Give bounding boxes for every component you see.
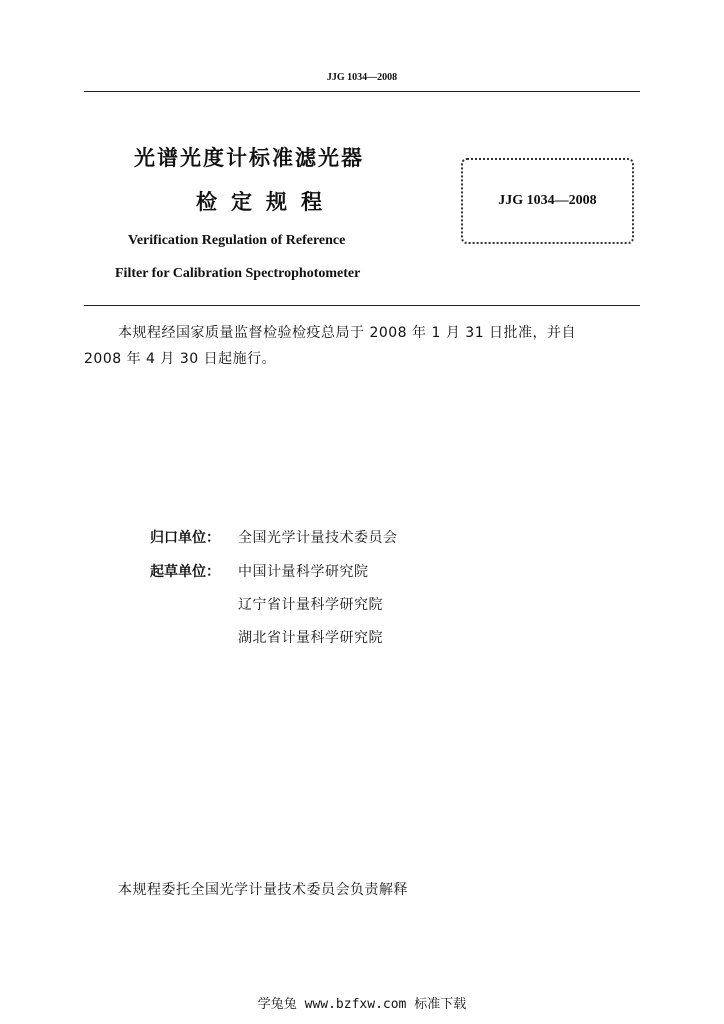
title-chinese-line1: 光谱光度计标准滤光器 [134, 146, 364, 170]
header-rule [84, 91, 640, 92]
watermark-text: 学兔兔 www.bzfxw.com 标准下载 [257, 997, 467, 1012]
responsible-unit-value: 全国光学计量技术委员会 [238, 530, 398, 546]
header-code: JJG 1034—2008 [326, 72, 398, 83]
interpretation-note: 本规程委托全国光学计量技术委员会负责解释 [118, 882, 408, 898]
responsible-unit-label: 归口单位： [150, 530, 220, 546]
drafting-unit-2: 辽宁省计量科学研究院 [238, 597, 383, 613]
drafting-unit-label: 起草单位： [150, 564, 220, 580]
title-divider-rule [84, 305, 640, 306]
drafting-unit-1: 中国计量科学研究院 [238, 564, 369, 580]
approval-text-line2: 2008 年 4 月 30 日起施行。 [84, 351, 277, 367]
title-chinese-line2: 检定规程 [196, 190, 336, 214]
standard-code-box [461, 158, 634, 244]
standard-code-text: JJG 1034—2008 [498, 193, 597, 208]
title-english-line2: Filter for Calibration Spectrophotometer [115, 266, 361, 281]
approval-text-line1: 本规程经国家质量监督检验检疫总局于 2008 年 1 月 31 日批准，并自 [118, 325, 577, 341]
drafting-unit-3: 湖北省计量科学研究院 [238, 630, 383, 646]
title-english-line1: Verification Regulation of Reference [128, 233, 346, 248]
